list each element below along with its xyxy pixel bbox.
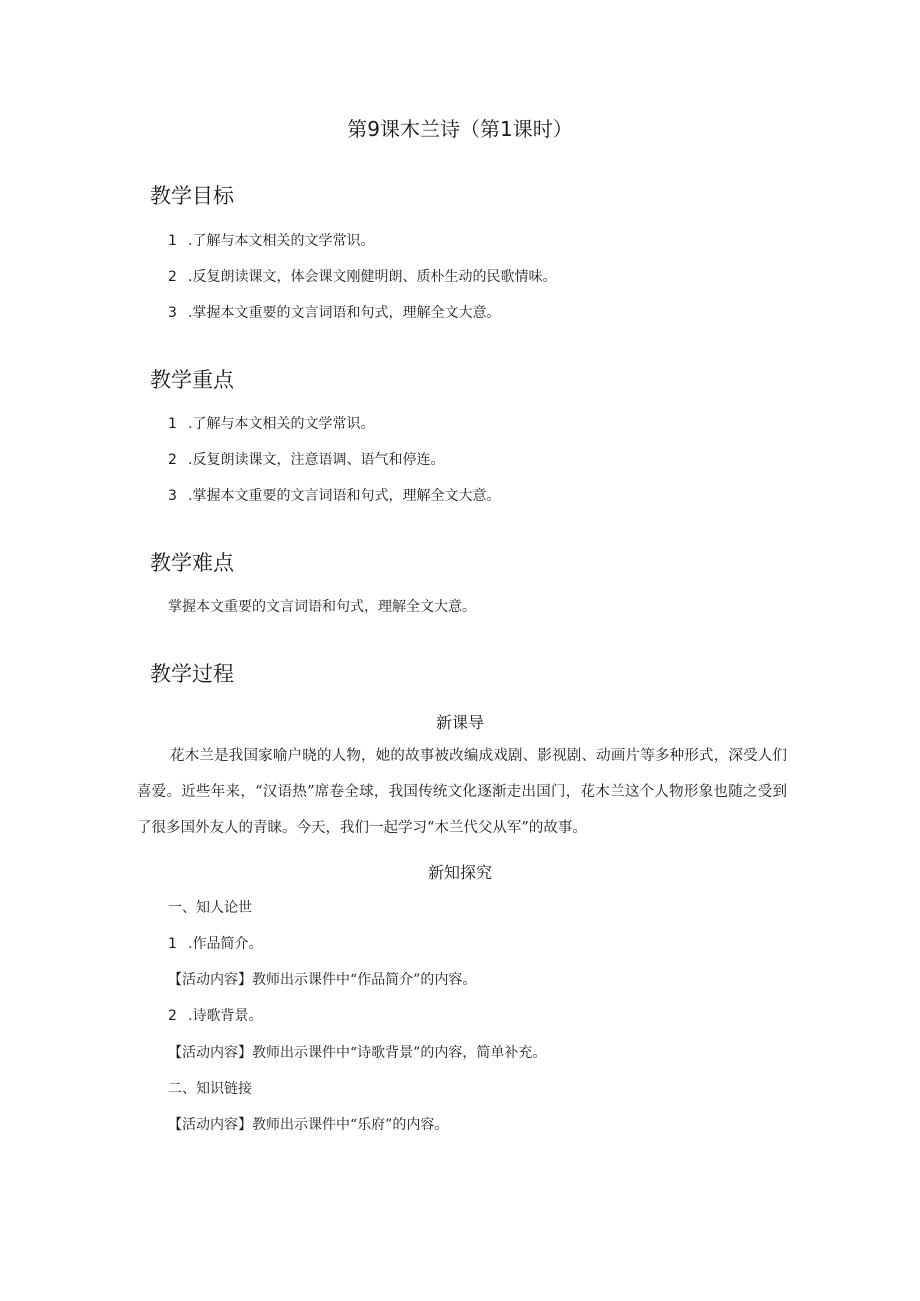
activity-text: 【活动内容】教师出示课件中“作品简介”的内容。 — [168, 972, 477, 988]
objective-item — [168, 230, 374, 250]
item-number: 2 — [168, 452, 177, 468]
objective-item — [168, 266, 556, 286]
item-number: 1 — [168, 233, 177, 249]
explore-title: 新知探究 — [427, 863, 492, 882]
key-point-item — [168, 449, 444, 469]
item-text: .诗歌背景。 — [188, 1008, 263, 1024]
item-text: .作品简介。 — [188, 936, 263, 952]
list-item — [168, 1005, 262, 1025]
key-point-item — [168, 485, 500, 505]
list-item — [168, 933, 262, 953]
item-number: 1 — [168, 936, 177, 952]
item-number: 1 — [168, 416, 177, 432]
objectives-heading: 教学目标 — [150, 184, 234, 208]
difficulties-text: 掌握本文重要的文言词语和句式，理解全文大意。 — [168, 599, 476, 615]
difficulties-heading: 教学难点 — [150, 551, 234, 575]
item-number: 3 — [168, 488, 177, 504]
item-text: .反复朗读课文，注意语调、语气和停连。 — [188, 452, 445, 468]
intro-title: 新课导 — [435, 713, 484, 732]
item-text: .掌握本文重要的文言词语和句式，理解全文大意。 — [188, 488, 501, 504]
item-text: .反复朗读课文，体会课文刚健明朗、质朴生动的民歌情味。 — [188, 269, 557, 285]
page-title: 第9课木兰诗（第1课时） — [347, 117, 573, 141]
item-text: .了解与本文相关的文学常识。 — [188, 416, 375, 432]
section-heading: 二、知识链接 — [168, 1081, 252, 1097]
key-points-heading: 教学重点 — [150, 368, 234, 392]
objective-item — [168, 302, 500, 322]
item-text: .了解与本文相关的文学常识。 — [188, 233, 375, 249]
item-number: 3 — [168, 305, 177, 321]
section-heading: 一、知人论世 — [168, 900, 252, 916]
activity-text: 【活动内容】教师出示课件中“诗歌背景”的内容，简单补充。 — [168, 1045, 547, 1061]
item-number: 2 — [168, 1008, 177, 1024]
activity-text: 【活动内容】教师出示课件中“乐府”的内容。 — [168, 1117, 449, 1133]
intro-paragraph: 花木兰是我国家喻户晓的人物，她的故事被改编成戏剧、影视剧、动画片等多种形式，深受人们喜爱。近些年来，“汉语热”席卷全球，我国传统文化逐渐走出国门，花木兰这个人物形象也随之受到了很多国外友人的青睐。今天，我们一起学习“木兰代父从军”的故事。 — [137, 748, 787, 836]
process-heading: 教学过程 — [150, 662, 234, 686]
item-text: .掌握本文重要的文言词语和句式，理解全文大意。 — [188, 305, 501, 321]
key-point-item — [168, 413, 374, 433]
item-number: 2 — [168, 269, 177, 285]
